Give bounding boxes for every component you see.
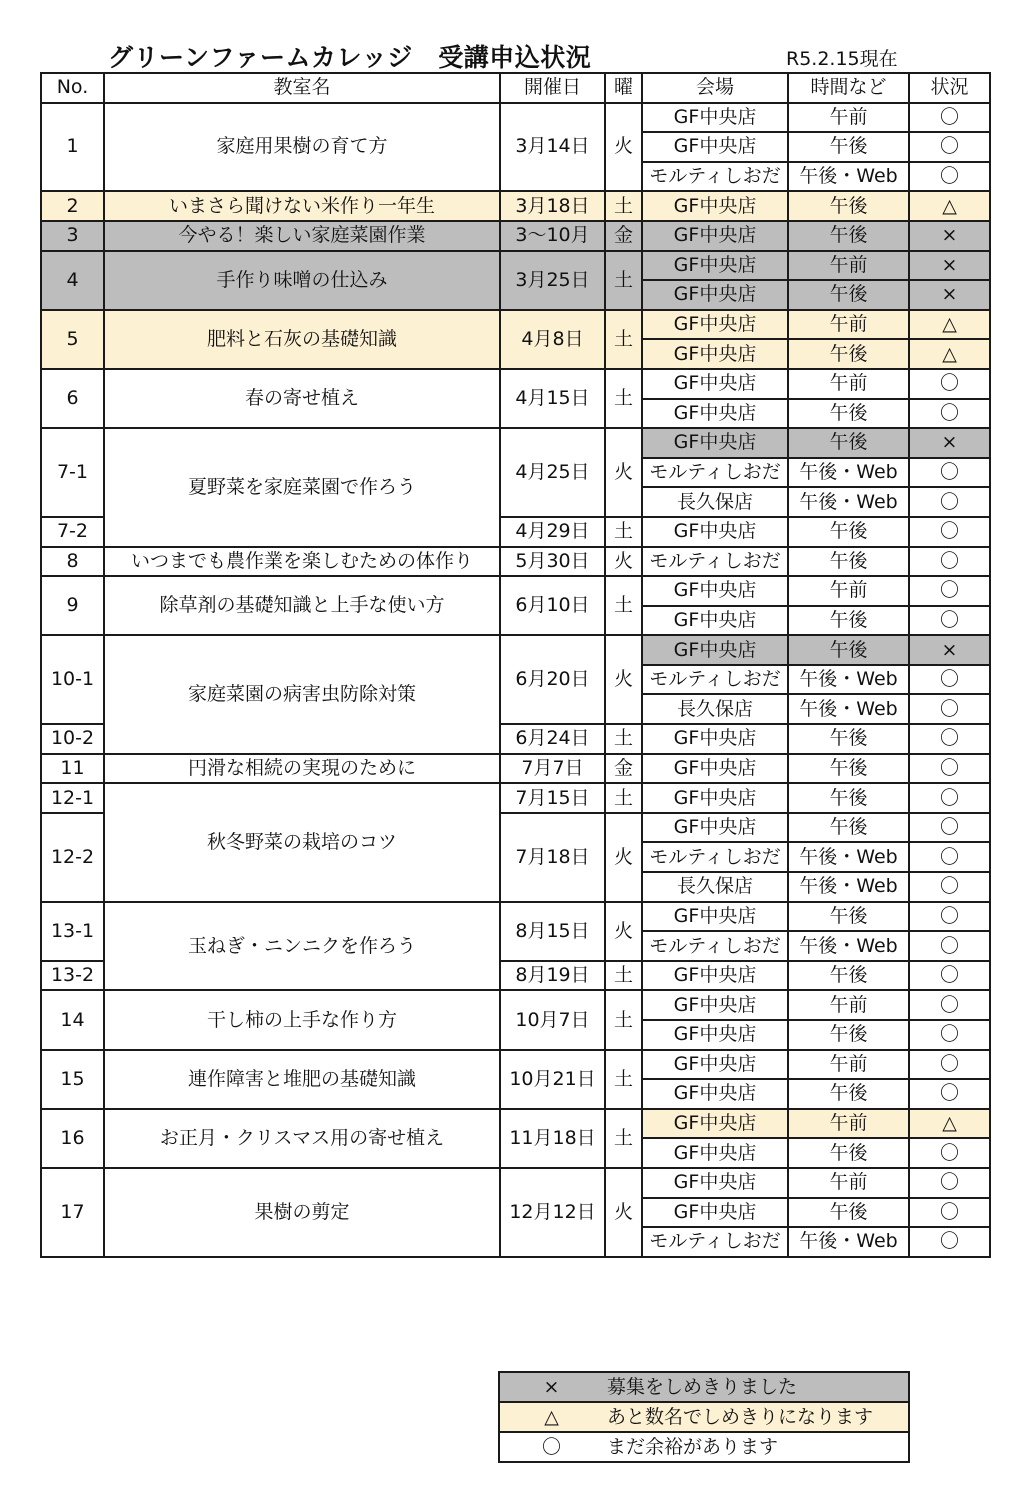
- session-time: 午後: [788, 635, 909, 665]
- course-date: 6月20日: [500, 635, 605, 724]
- course-number: 16: [41, 1109, 104, 1168]
- session-time: 午後・Web: [788, 842, 909, 872]
- table-row: [41, 103, 990, 133]
- session-status: 〇: [909, 990, 990, 1020]
- legend-symbol: △: [499, 1402, 603, 1432]
- session-status: 〇: [909, 694, 990, 724]
- course-name: 今やる！楽しい家庭菜園作業: [104, 221, 500, 251]
- session-venue: GF中央店: [642, 961, 788, 991]
- course-date: 10月21日: [500, 1050, 605, 1109]
- session-time: 午後: [788, 1020, 909, 1050]
- session-venue: モルティしおだ: [642, 931, 788, 961]
- header-venue: 会場: [642, 73, 788, 103]
- session-venue: GF中央店: [642, 369, 788, 399]
- course-number: 12-1: [41, 783, 104, 813]
- session-status: ×: [909, 428, 990, 458]
- session-status: 〇: [909, 1227, 990, 1257]
- legend-description: まだ余裕があります: [603, 1432, 909, 1462]
- course-number: 6: [41, 369, 104, 428]
- session-time: 午後: [788, 606, 909, 636]
- session-status: 〇: [909, 399, 990, 429]
- course-name: 手作り味噌の仕込み: [104, 251, 500, 310]
- session-time: 午後: [788, 902, 909, 932]
- legend-row: [499, 1402, 909, 1432]
- course-weekday: 土: [605, 1050, 642, 1109]
- session-status: 〇: [909, 369, 990, 399]
- table-row: [41, 191, 990, 221]
- course-weekday: 土: [605, 961, 642, 991]
- table-row: [41, 783, 990, 813]
- session-time: 午後: [788, 783, 909, 813]
- session-venue: GF中央店: [642, 221, 788, 251]
- session-status: 〇: [909, 961, 990, 991]
- session-venue: 長久保店: [642, 872, 788, 902]
- course-number: 15: [41, 1050, 104, 1109]
- course-date: 3～10月: [500, 221, 605, 251]
- session-status: 〇: [909, 1198, 990, 1228]
- session-status: ×: [909, 251, 990, 281]
- course-weekday: 土: [605, 191, 642, 221]
- course-weekday: 火: [605, 1168, 642, 1257]
- course-number: 10-1: [41, 635, 104, 724]
- course-name: 除草剤の基礎知識と上手な使い方: [104, 576, 500, 635]
- course-date: 7月18日: [500, 813, 605, 902]
- session-venue: GF中央店: [642, 1020, 788, 1050]
- session-venue: 長久保店: [642, 487, 788, 517]
- course-weekday: 土: [605, 576, 642, 635]
- course-weekday: 土: [605, 724, 642, 754]
- session-time: 午後・Web: [788, 487, 909, 517]
- session-time: 午前: [788, 990, 909, 1020]
- course-number: 10-2: [41, 724, 104, 754]
- session-time: 午後: [788, 547, 909, 577]
- session-time: 午前: [788, 369, 909, 399]
- session-venue: GF中央店: [642, 1079, 788, 1109]
- session-status: 〇: [909, 547, 990, 577]
- course-name: 家庭菜園の病害虫防除対策: [104, 635, 500, 753]
- session-time: 午後: [788, 399, 909, 429]
- course-weekday: 火: [605, 103, 642, 192]
- course-weekday: 土: [605, 517, 642, 547]
- session-status: 〇: [909, 1168, 990, 1198]
- legend-symbol: ×: [499, 1372, 603, 1402]
- session-time: 午後: [788, 428, 909, 458]
- legend-symbol: 〇: [499, 1432, 603, 1462]
- session-status: ×: [909, 221, 990, 251]
- session-venue: GF中央店: [642, 635, 788, 665]
- course-weekday: 金: [605, 221, 642, 251]
- session-time: 午後・Web: [788, 872, 909, 902]
- course-date: 8月15日: [500, 902, 605, 961]
- session-status: 〇: [909, 902, 990, 932]
- course-name: 家庭用果樹の育て方: [104, 103, 500, 192]
- session-status: △: [909, 191, 990, 221]
- course-number: 7-2: [41, 517, 104, 547]
- session-venue: 長久保店: [642, 694, 788, 724]
- session-status: ×: [909, 635, 990, 665]
- course-name: 干し柿の上手な作り方: [104, 990, 500, 1049]
- session-venue: GF中央店: [642, 428, 788, 458]
- header-row: [41, 73, 990, 103]
- session-time: 午後・Web: [788, 665, 909, 695]
- table-row: [41, 990, 990, 1020]
- course-weekday: 火: [605, 547, 642, 577]
- table-row: [41, 221, 990, 251]
- session-time: 午後: [788, 1198, 909, 1228]
- session-venue: GF中央店: [642, 783, 788, 813]
- course-date: 10月7日: [500, 990, 605, 1049]
- course-date: 7月7日: [500, 754, 605, 784]
- course-number: 13-1: [41, 902, 104, 961]
- session-status: 〇: [909, 1138, 990, 1168]
- header-date: 開催日: [500, 73, 605, 103]
- table-row: [41, 1050, 990, 1080]
- course-weekday: 土: [605, 990, 642, 1049]
- session-venue: GF中央店: [642, 724, 788, 754]
- course-number: 2: [41, 191, 104, 221]
- course-name: 春の寄せ植え: [104, 369, 500, 428]
- table-row: [41, 1168, 990, 1198]
- session-time: 午後: [788, 724, 909, 754]
- session-venue: GF中央店: [642, 1050, 788, 1080]
- course-date: 4月25日: [500, 428, 605, 517]
- course-name: いつまでも農作業を楽しむための体作り: [104, 547, 500, 577]
- course-date: 6月24日: [500, 724, 605, 754]
- course-date: 7月15日: [500, 783, 605, 813]
- session-status: △: [909, 339, 990, 369]
- course-date: 3月25日: [500, 251, 605, 310]
- session-venue: GF中央店: [642, 310, 788, 340]
- session-venue: GF中央店: [642, 576, 788, 606]
- course-date: 4月15日: [500, 369, 605, 428]
- course-date: 12月12日: [500, 1168, 605, 1257]
- course-weekday: 金: [605, 754, 642, 784]
- session-status: ×: [909, 280, 990, 310]
- session-time: 午前: [788, 1168, 909, 1198]
- session-venue: GF中央店: [642, 1198, 788, 1228]
- table-row: [41, 251, 990, 281]
- session-venue: モルティしおだ: [642, 547, 788, 577]
- session-time: 午後・Web: [788, 694, 909, 724]
- session-time: 午後: [788, 754, 909, 784]
- course-name: 連作障害と堆肥の基礎知識: [104, 1050, 500, 1109]
- session-status: 〇: [909, 665, 990, 695]
- course-name: 秋冬野菜の栽培のコツ: [104, 783, 500, 901]
- session-status: 〇: [909, 162, 990, 192]
- course-number: 5: [41, 310, 104, 369]
- session-time: 午後: [788, 1079, 909, 1109]
- table-row: [41, 902, 990, 932]
- table-row: [41, 1109, 990, 1139]
- header-course-name: 教室名: [104, 73, 500, 103]
- table-row: [41, 428, 990, 458]
- course-name: お正月・クリスマス用の寄せ植え: [104, 1109, 500, 1168]
- course-date: 6月10日: [500, 576, 605, 635]
- course-number: 1: [41, 103, 104, 192]
- session-status: 〇: [909, 576, 990, 606]
- session-venue: GF中央店: [642, 1138, 788, 1168]
- session-status: 〇: [909, 606, 990, 636]
- session-venue: モルティしおだ: [642, 1227, 788, 1257]
- table-row: [41, 754, 990, 784]
- course-name: いまさら聞けない米作り一年生: [104, 191, 500, 221]
- table-row: [41, 369, 990, 399]
- session-status: 〇: [909, 132, 990, 162]
- course-number: 11: [41, 754, 104, 784]
- session-status: 〇: [909, 1020, 990, 1050]
- legend-row: [499, 1432, 909, 1462]
- session-time: 午後: [788, 221, 909, 251]
- session-status: 〇: [909, 872, 990, 902]
- header-time: 時間など: [788, 73, 909, 103]
- session-venue: モルティしおだ: [642, 842, 788, 872]
- page-title: グリーンファームカレッジ 受講申込状況: [108, 43, 592, 72]
- as-of-date: R5.2.15現在: [786, 48, 898, 70]
- course-weekday: 土: [605, 251, 642, 310]
- session-status: 〇: [909, 724, 990, 754]
- header-no: No.: [41, 73, 104, 103]
- session-time: 午後・Web: [788, 931, 909, 961]
- course-number: 17: [41, 1168, 104, 1257]
- session-venue: モルティしおだ: [642, 162, 788, 192]
- course-name: 夏野菜を家庭菜園で作ろう: [104, 428, 500, 546]
- session-time: 午後: [788, 280, 909, 310]
- course-date: 5月30日: [500, 547, 605, 577]
- session-time: 午前: [788, 1109, 909, 1139]
- course-weekday: 土: [605, 369, 642, 428]
- course-date: 8月19日: [500, 961, 605, 991]
- session-status: 〇: [909, 103, 990, 133]
- course-date: 11月18日: [500, 1109, 605, 1168]
- session-venue: GF中央店: [642, 813, 788, 843]
- course-number: 12-2: [41, 813, 104, 902]
- header-status: 状況: [909, 73, 990, 103]
- session-time: 午後: [788, 1138, 909, 1168]
- course-name: 円滑な相続の実現のために: [104, 754, 500, 784]
- course-number: 13-2: [41, 961, 104, 991]
- legend-description: あと数名でしめきりになります: [603, 1402, 909, 1432]
- session-time: 午後: [788, 132, 909, 162]
- session-time: 午後: [788, 813, 909, 843]
- course-name: 肥料と石灰の基礎知識: [104, 310, 500, 369]
- course-date: 4月29日: [500, 517, 605, 547]
- table-row: [41, 635, 990, 665]
- course-number: 14: [41, 990, 104, 1049]
- table-row: [41, 576, 990, 606]
- session-time: 午前: [788, 576, 909, 606]
- course-weekday: 土: [605, 1109, 642, 1168]
- session-venue: モルティしおだ: [642, 458, 788, 488]
- course-weekday: 火: [605, 428, 642, 517]
- header-weekday: 曜: [605, 73, 642, 103]
- session-time: 午前: [788, 103, 909, 133]
- session-time: 午後: [788, 339, 909, 369]
- course-name: 玉ねぎ・ニンニクを作ろう: [104, 902, 500, 991]
- session-venue: GF中央店: [642, 399, 788, 429]
- session-time: 午後・Web: [788, 458, 909, 488]
- course-weekday: 火: [605, 902, 642, 961]
- status-legend: [498, 1371, 910, 1463]
- session-time: 午後・Web: [788, 162, 909, 192]
- session-status: 〇: [909, 1050, 990, 1080]
- session-status: 〇: [909, 842, 990, 872]
- session-status: 〇: [909, 458, 990, 488]
- course-number: 9: [41, 576, 104, 635]
- course-date: 4月8日: [500, 310, 605, 369]
- course-number: 7-1: [41, 428, 104, 517]
- session-venue: GF中央店: [642, 517, 788, 547]
- session-venue: GF中央店: [642, 103, 788, 133]
- session-status: 〇: [909, 754, 990, 784]
- session-status: 〇: [909, 517, 990, 547]
- course-weekday: 土: [605, 310, 642, 369]
- session-status: 〇: [909, 931, 990, 961]
- session-status: △: [909, 1109, 990, 1139]
- session-time: 午後: [788, 961, 909, 991]
- session-venue: GF中央店: [642, 280, 788, 310]
- session-venue: GF中央店: [642, 1109, 788, 1139]
- session-status: 〇: [909, 783, 990, 813]
- session-venue: GF中央店: [642, 251, 788, 281]
- session-status: 〇: [909, 813, 990, 843]
- session-time: 午後: [788, 191, 909, 221]
- session-venue: GF中央店: [642, 606, 788, 636]
- session-venue: GF中央店: [642, 1168, 788, 1198]
- legend-row: [499, 1372, 909, 1402]
- course-weekday: 火: [605, 635, 642, 724]
- course-name: 果樹の剪定: [104, 1168, 500, 1257]
- session-time: 午前: [788, 251, 909, 281]
- session-venue: GF中央店: [642, 132, 788, 162]
- session-venue: GF中央店: [642, 902, 788, 932]
- session-status: △: [909, 310, 990, 340]
- session-time: 午後・Web: [788, 1227, 909, 1257]
- course-number: 4: [41, 251, 104, 310]
- session-venue: モルティしおだ: [642, 665, 788, 695]
- course-weekday: 火: [605, 813, 642, 902]
- session-venue: GF中央店: [642, 191, 788, 221]
- table-row: [41, 547, 990, 577]
- course-weekday: 土: [605, 783, 642, 813]
- legend-description: 募集をしめきりました: [603, 1372, 909, 1402]
- course-number: 8: [41, 547, 104, 577]
- course-date: 3月14日: [500, 103, 605, 192]
- enrollment-status-table: [40, 72, 991, 1258]
- session-venue: GF中央店: [642, 754, 788, 784]
- session-time: 午前: [788, 310, 909, 340]
- course-date: 3月18日: [500, 191, 605, 221]
- session-time: 午後: [788, 517, 909, 547]
- session-venue: GF中央店: [642, 990, 788, 1020]
- course-number: 3: [41, 221, 104, 251]
- table-row: [41, 310, 990, 340]
- session-status: 〇: [909, 1079, 990, 1109]
- session-time: 午前: [788, 1050, 909, 1080]
- session-status: 〇: [909, 487, 990, 517]
- session-venue: GF中央店: [642, 339, 788, 369]
